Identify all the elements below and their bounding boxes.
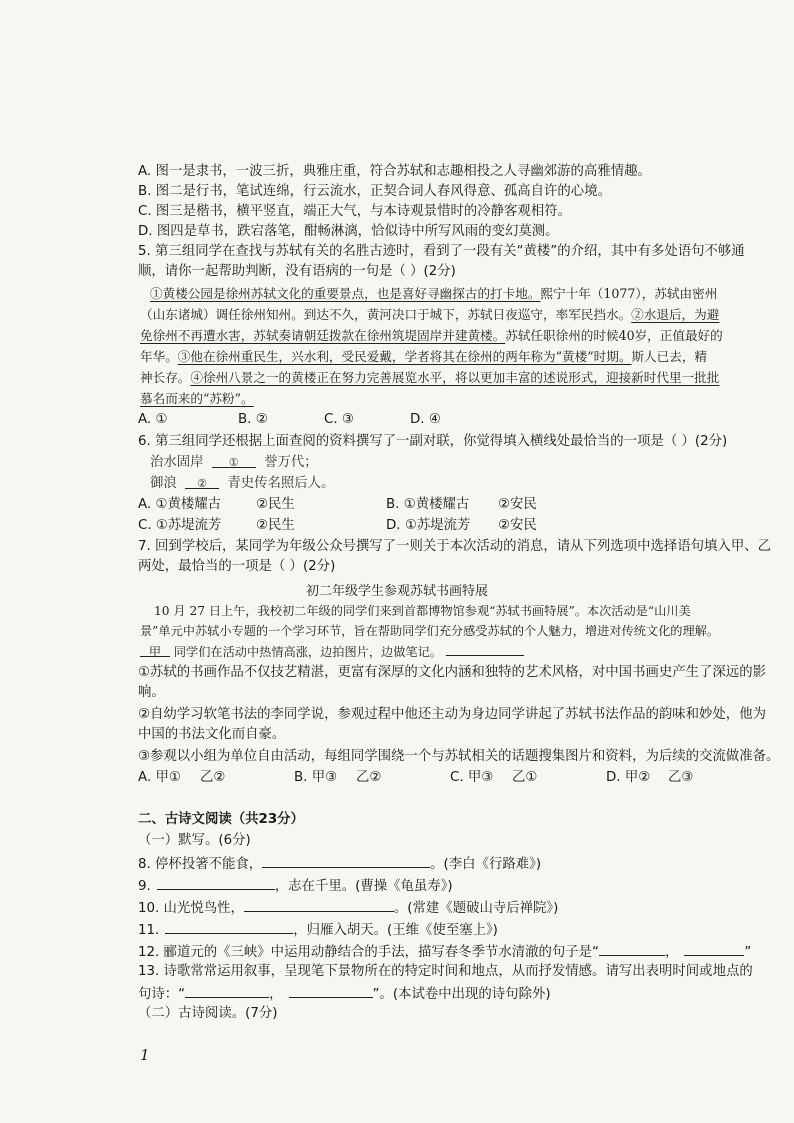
q7-option-a[interactable]: A. 甲① [138, 770, 181, 785]
q7-choice-2-line2: 中国的书法文化而自豪。 [138, 727, 286, 742]
q5-sentence-3: ③他在徐州重民生，兴水利，受民爱戴，学者将其在徐州的两年称为“黄楼”时期。 [177, 349, 632, 364]
q5-text: 熙宁十年（1077），苏轼由密州 [540, 286, 718, 301]
q6-blank-2[interactable] [185, 474, 219, 489]
q5-passage-line6 [140, 388, 770, 409]
q13-note: ”。(本试卷中出现的诗句除外) [372, 987, 551, 1002]
q6-couplet-line1 [150, 453, 318, 473]
q7-news-title: 初二年级学生参观苏轼书画特展 [305, 584, 488, 599]
q11-text: ，归雁入胡天。(王维《使至塞上》) [293, 923, 498, 938]
q5-sentence-2-cont: 免徐州不再遭水害，苏轼奏请朝廷拨款在徐州筑堤固岸并建黄楼。 [140, 328, 506, 343]
q7-option-c-part2: 乙① [512, 770, 538, 785]
q5-sentence-4: ④徐州八景之一的黄楼正在努力完善展览水平，将以更加丰富的述说形式，迎接新时代里一批批 [190, 370, 720, 385]
q7-stem-line1: 7. 回到学校后，某同学为年级公众号撰写了一则关于本次活动的消息，请从下列选项中选择语句填入甲、乙 [138, 539, 771, 554]
q8-source: 。(李白《行路难》) [430, 857, 542, 872]
q5-text: 苏轼任职徐州的时候40岁，正值最好的 [505, 328, 723, 343]
q7-blank-jia-label: 甲 [148, 645, 162, 659]
q7-choice-3: ③参观以小组为单位自由活动，每组同学围绕一个与苏轼相关的话题搜集图片和资料，为后续的交流做准备。 [138, 749, 780, 764]
q6-options-row1 [138, 495, 537, 515]
q6-option-a[interactable]: A. ①黄楼耀古 [138, 497, 222, 512]
q4-option-c: C. 图三是楷书，横平竖直，端正大气，与本诗观景惜时的冷静客观相符。 [138, 204, 571, 219]
q4-option-b: B. 图二是行书，笔试连绵，行云流水，正契合词人春风得意、孤高自许的心境。 [138, 184, 611, 199]
q11-answer-blank[interactable] [165, 919, 293, 934]
q6-blank-2-marker: ② [197, 477, 207, 490]
q6-stem: 6. 第三组同学还根据上面查阅的资料撰写了一副对联，你觉得填入横线处最恰当的一项是（ ）(2分) [138, 434, 728, 449]
q5-passage-line3 [140, 325, 770, 346]
page-number: 1 [140, 1046, 150, 1064]
q5-passage-line5 [140, 367, 770, 388]
q7-news-line3 [140, 641, 770, 663]
q9-answer-blank[interactable] [157, 875, 275, 890]
q13-prefix: 句诗：“ [138, 987, 186, 1002]
q7-stem-line2: 两处，最恰当的一项是（ ）(2分) [138, 559, 336, 574]
q6-couplet-text: 治水固岸 [150, 455, 204, 470]
q4-option-a: A. 图一是隶书，一波三折，典雅庄重，符合苏轼和志趣相投之人寻幽郊游的高雅情趣。 [138, 164, 651, 179]
q7-option-a-part2: 乙② [200, 770, 226, 785]
q5-option-b[interactable]: B. ② [238, 412, 268, 427]
q12-answer-blank-2[interactable] [684, 941, 744, 956]
q12-answer-blank-1[interactable] [599, 941, 665, 956]
q5-passage-line1 [150, 283, 780, 304]
q10-answer-blank[interactable] [244, 897, 394, 912]
q7-option-b-part2: 乙② [356, 770, 382, 785]
q8 [138, 853, 541, 875]
q12-quote: ” [744, 945, 752, 960]
q5-passage-line4 [140, 346, 770, 367]
q5-option-a[interactable]: A. ① [138, 412, 168, 427]
q7-choice-1-line1: ①苏轼的书画作品不仅技艺精湛，更富有深厚的文化内涵和独特的艺术风格，对中国书画史产生了深远的影 [138, 665, 766, 680]
q7-choice-1-line2: 响。 [138, 685, 165, 700]
q6-option-d-part2: ②安民 [498, 518, 537, 533]
q12-comma: ， [665, 945, 679, 960]
q7-news-line2: 景”单元中苏轼小专题的一个学习环节，旨在帮助同学们充分感受苏轼的个人魅力，增进对传统文化的理解。 [140, 624, 720, 638]
q5-sentence-2: ②水退后，为避 [631, 307, 720, 322]
section-2-sub2: （二）古诗阅读。(7分) [138, 1006, 278, 1021]
q5-text: 年华。 [140, 349, 178, 364]
q10-source: 。(常建《题破山寺后禅院》) [393, 901, 559, 916]
q6-options-row2 [138, 516, 537, 536]
q5-option-d[interactable]: D. ④ [410, 412, 441, 427]
q6-couplet-text: 御浪 [150, 476, 177, 491]
q6-couplet-text: 誉万代； [264, 455, 318, 470]
q6-option-c[interactable]: C. ①苏堤流芳 [138, 518, 222, 533]
q7-option-c[interactable]: C. 甲③ [450, 770, 494, 785]
q13-answer-blank-2[interactable] [289, 983, 373, 998]
q5-option-c[interactable]: C. ③ [324, 412, 354, 427]
q6-blank-1[interactable] [212, 453, 256, 468]
q11 [138, 919, 498, 941]
q7-blank-yi[interactable] [446, 641, 524, 656]
section-2-title: 二、古诗文阅读（共23分） [138, 812, 304, 827]
q6-blank-1-marker: ① [228, 456, 239, 469]
q13-line1: 13. 诗歌常常运用叙事，呈现笔下景物所在的特定时间和地点，从而抒发情感。请写出表明时间或地点的 [138, 964, 753, 979]
q7-news-line1: 10 月 27 日上午，我校初二年级的同学们来到首都博物馆参观“苏轼书画特展”。本次活动是“山川美 [154, 604, 691, 618]
q7-choice-2-line1: ②自幼学习软笔书法的李同学说，参观过程中他还主动为身边同学讲起了苏轼书法作品的韵味和妙处，他为 [138, 707, 766, 722]
q13-line2 [138, 983, 551, 1005]
q10-text: 10. 山光悦鸟性， [138, 901, 244, 916]
q12 [138, 941, 751, 963]
q7-news-text: 同学们在活动中热情高涨，边拍图片，边做笔记。 [173, 645, 442, 659]
q7-options [138, 768, 693, 788]
q6-couplet-text: 青史传名照后人。 [227, 476, 335, 491]
q5-stem-line1: 5. 第三组同学在查找与苏轼有关的名胜古迹时，看到了一段有关“黄楼”的介绍，其中有多处语句不够通 [138, 244, 745, 259]
q6-option-b-part2: ②安民 [498, 497, 537, 512]
q6-option-d[interactable]: D. ①苏堤流芳 [386, 518, 471, 533]
q8-text: 8. 停杯投箸不能食， [138, 857, 263, 872]
q7-option-b[interactable]: B. 甲③ [294, 770, 338, 785]
q5-text: 斯人已去，精 [631, 349, 708, 364]
q5-sentence-4-cont: 慕名而来的“苏粉”。 [140, 391, 254, 406]
q4-option-d: D. 图四是草书，跌宕落笔，酣畅淋漓，恰似诗中所写风雨的变幻莫测。 [138, 224, 559, 239]
q11-number: 11. [138, 923, 160, 938]
q5-options [138, 410, 441, 430]
q9-text: ，志在千里。(曹操《龟虽寿》) [274, 879, 453, 894]
q9 [138, 875, 453, 897]
q6-option-b[interactable]: B. ①黄楼耀古 [386, 497, 470, 512]
q12-text: 12. 郦道元的《三峡》中运用动静结合的手法，描写春冬季节水清澈的句子是“ [138, 945, 599, 960]
section-2-sub1: （一）默写。(6分) [138, 833, 251, 848]
q7-option-d-part2: 乙③ [668, 770, 694, 785]
q5-text: 神长存。 [140, 370, 191, 385]
q9-number: 9. [138, 879, 151, 894]
q5-sentence-1: ①黄楼公园是徐州苏轼文化的重要景点，也是喜好寻幽探古的打卡地。 [150, 286, 541, 301]
q6-couplet-line2 [150, 474, 334, 494]
q13-answer-blank-1[interactable] [185, 983, 269, 998]
q6-option-c-part2: ②民生 [256, 518, 295, 533]
q10 [138, 897, 558, 919]
q5-stem-line2: 顺，请你一起帮助判断，没有语病的一句是（ ）(2分) [138, 264, 456, 279]
q8-answer-blank[interactable] [262, 853, 430, 868]
q7-blank-jia[interactable] [140, 642, 170, 657]
q5-text: （山东诸城）调任徐州知州。到达不久，黄河决口于城下，苏轼日夜巡守，率军民挡水。 [140, 307, 632, 322]
q6-option-a-part2: ②民生 [256, 497, 295, 512]
q5-passage-line2 [140, 304, 770, 325]
q13-comma: ， [269, 987, 283, 1002]
q7-option-d[interactable]: D. 甲② [606, 770, 651, 785]
